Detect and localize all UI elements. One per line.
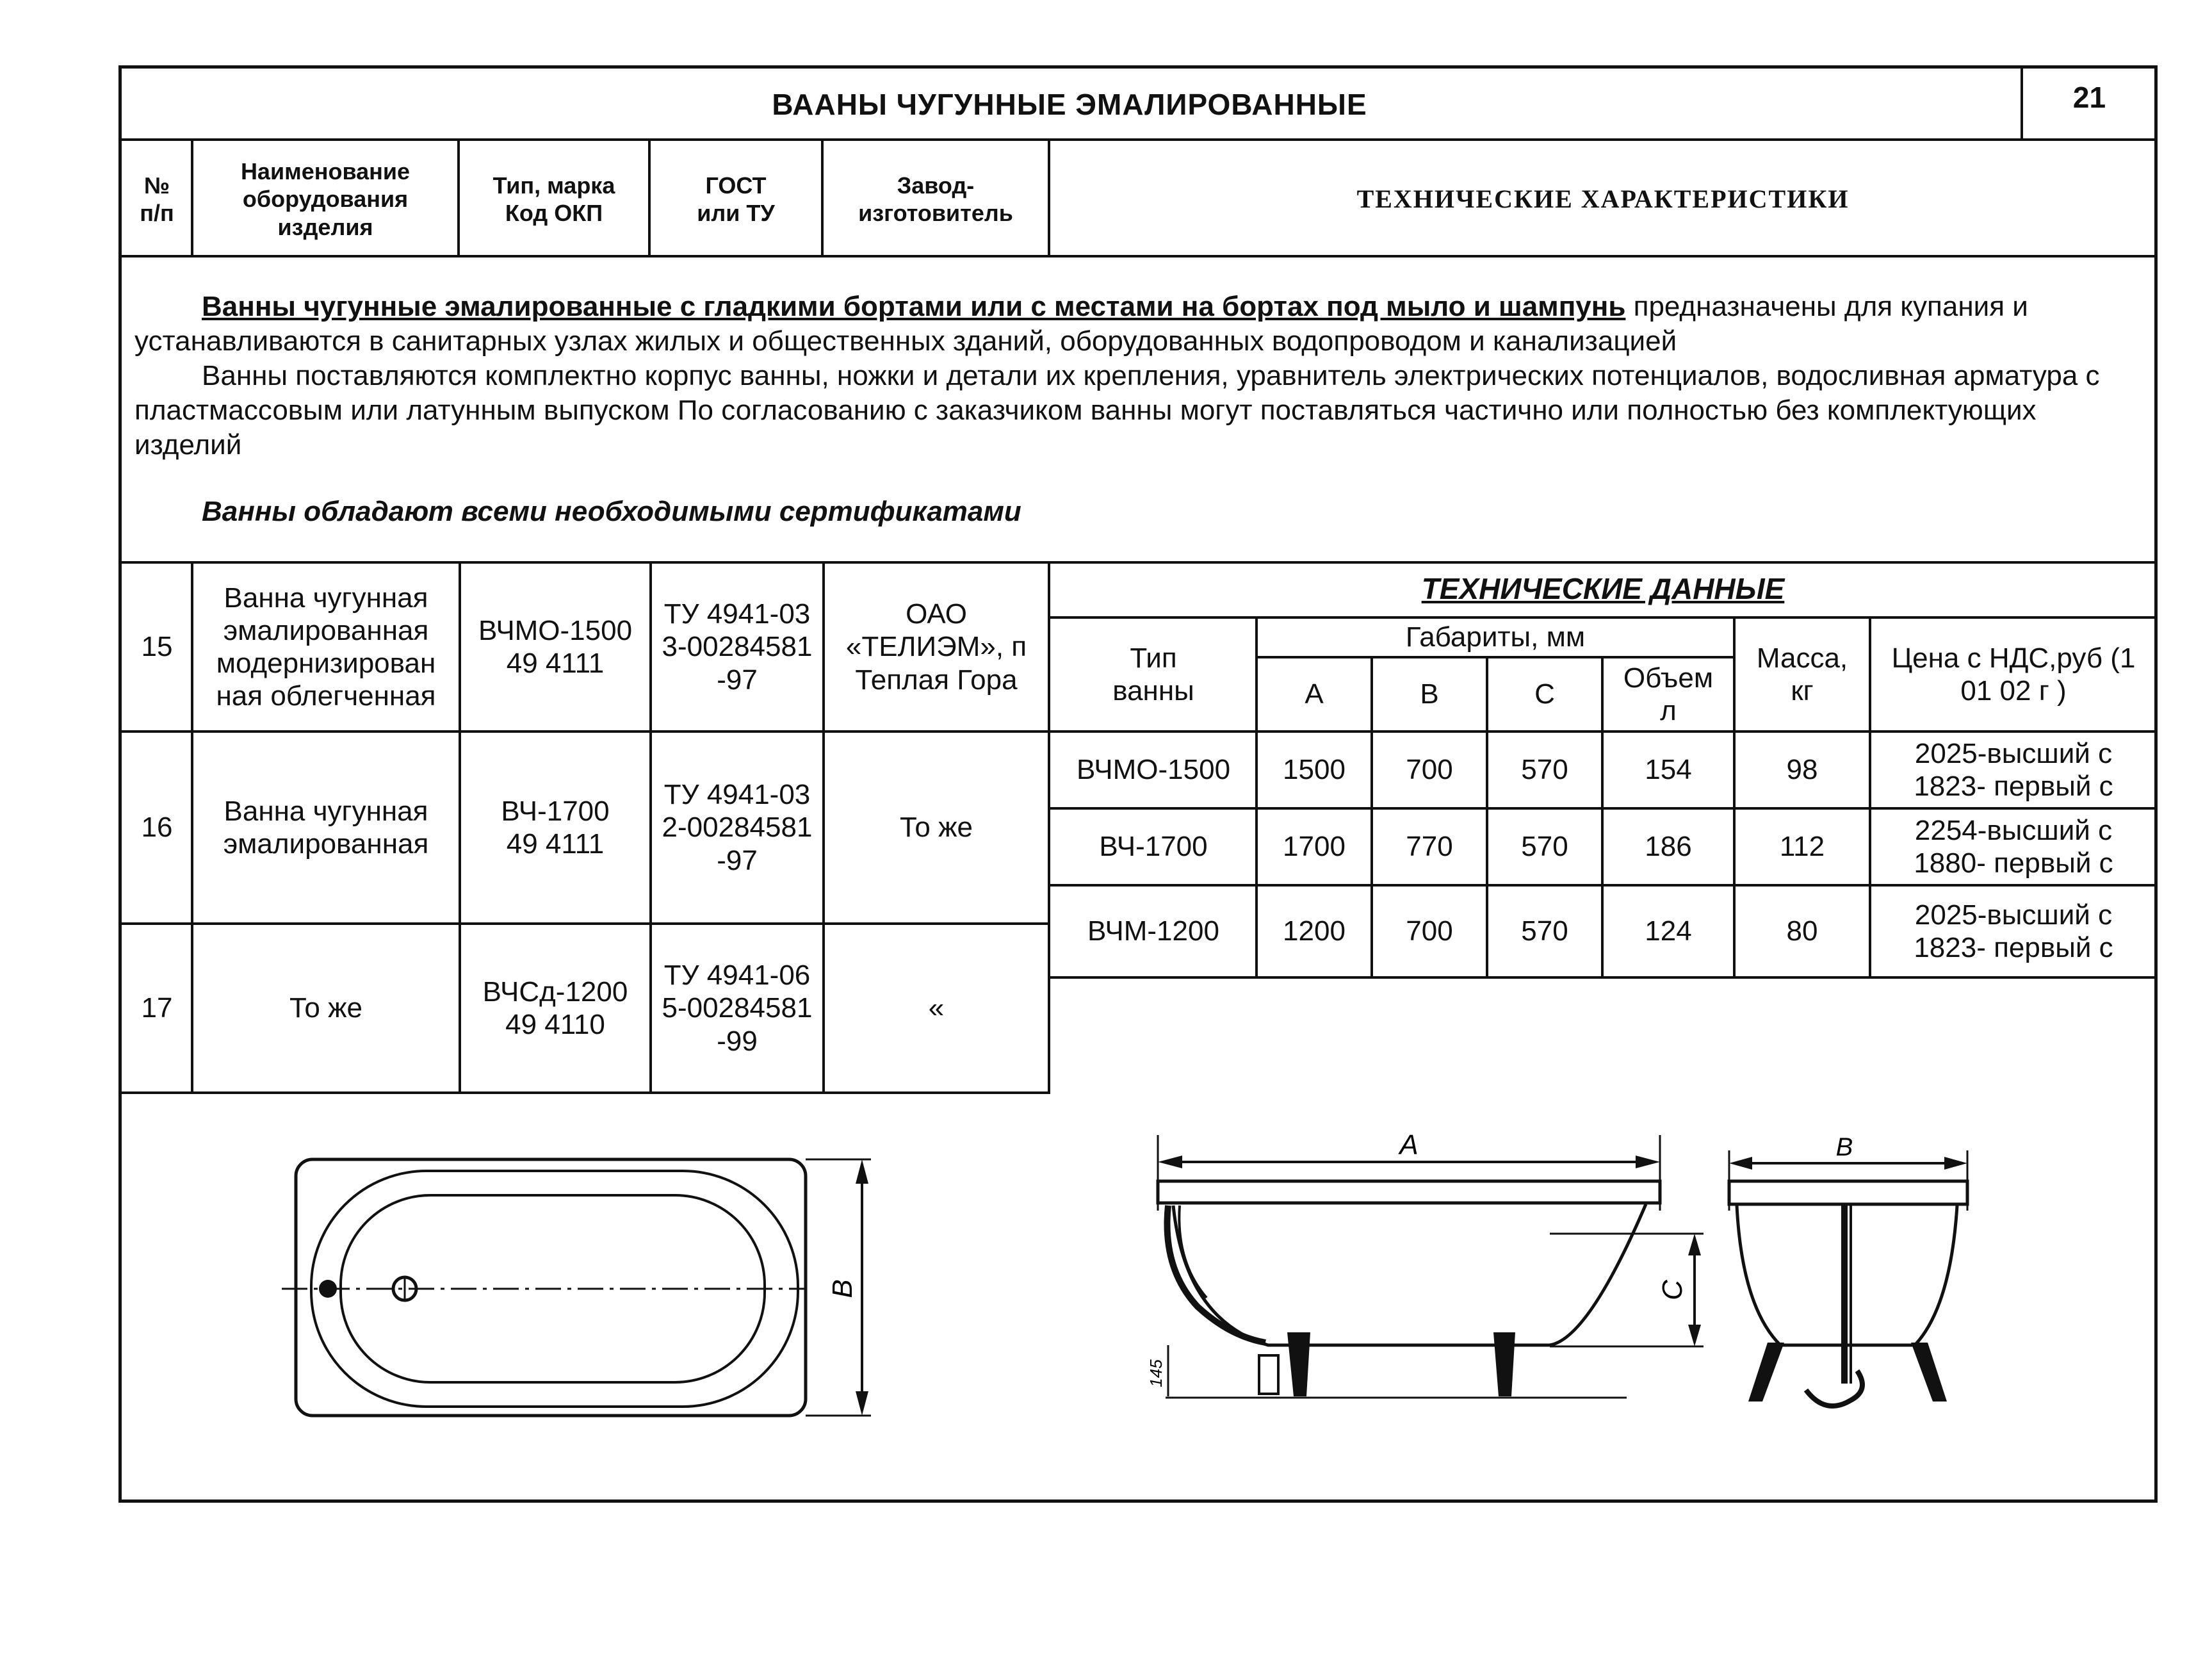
product-15-num: 15 (141, 631, 173, 663)
tech-row-price-high: 2025-высший с (1914, 737, 2113, 769)
tech-row-mass: 98 (1786, 754, 1818, 786)
tech-row-type: ВЧМ-1200 (1087, 915, 1219, 947)
product-17-name: То же (289, 992, 363, 1024)
product-16-maker: То же (899, 812, 973, 844)
tech-row-volume: 186 (1645, 831, 1692, 863)
dimension-label-b-end: B (1835, 1133, 1853, 1161)
tech-row-c: 570 (1521, 915, 1568, 947)
tech-header-volume: Объем л (1623, 662, 1714, 726)
tech-row-type: ВЧ-1700 (1099, 831, 1208, 863)
product-16-num: 16 (141, 812, 173, 844)
product-17-gost: ТУ 4941-065-00284581-99 (662, 960, 813, 1057)
description-block (134, 290, 2145, 529)
product-16-name: Ванна чугунная эмалированная (223, 795, 429, 860)
tech-row-price-first: 1823- первый с (1914, 771, 2113, 802)
product-17-num: 17 (141, 992, 173, 1024)
header-tech: ТЕХНИЧЕСКИЕ ХАРАКТЕРИСТИКИ (1356, 184, 1850, 213)
tech-row-price-first: 1823- первый с (1914, 932, 2113, 963)
tech-row-b: 700 (1406, 915, 1453, 947)
dimension-label-c: C (1657, 1280, 1688, 1300)
page-title: ВААНЫ ЧУГУННЫЕ ЭМАЛИРОВАННЫЕ (772, 88, 1367, 122)
product-15-gost: ТУ 4941-033-00284581-97 (662, 598, 813, 696)
tech-row-mass: 80 (1786, 915, 1818, 947)
tech-row-volume: 124 (1645, 915, 1692, 947)
tech-row-mass: 112 (1779, 831, 1825, 863)
product-17-maker: « (928, 992, 945, 1024)
tech-row-a: 1500 (1283, 754, 1346, 786)
bathtub-end-view-drawing (1723, 1115, 1979, 1435)
tech-row-type: ВЧМО-1500 (1076, 754, 1231, 786)
tech-row-c: 570 (1521, 754, 1568, 786)
product-15-type: ВЧМО-1500 49 4111 (478, 614, 633, 679)
tech-header-type: Тип ванны (1112, 642, 1194, 707)
page-number: 21 (2072, 81, 2106, 115)
tech-header-dims: Габариты, мм (1405, 621, 1586, 653)
tech-header-mass: Масса, кг (1756, 642, 1848, 707)
tech-row-a: 1200 (1283, 915, 1346, 947)
header-gost: ГОСТ или ТУ (697, 172, 775, 226)
description-heading: Ванны чугунные эмалированные с гладкими бортами или с местами на бортах под мыло и шампунь (202, 291, 1626, 322)
product-16-gost: ТУ 4941-032-00284581-97 (662, 779, 813, 876)
dimension-label-b-top: B (827, 1279, 858, 1298)
dimension-label-a: A (1399, 1129, 1419, 1161)
product-15-name: Ванна чугунная эмалированная модернизирован ная облегченная (216, 582, 436, 712)
description-text-2: Ванны поставляются комплектно корпус ванны, ножки и детали их крепления, уравнитель электрических потенциалов, водосливная арматура с пластмассовым или латунным выпуском По согласованию с заказчиком ванны могут поставляться частично или полностью без комплектующих изделий (134, 360, 2100, 461)
header-maker: Завод-изготовитель (858, 172, 1013, 226)
description-text-1: предназначены для купания и устанавливаются в санитарных узлах жилых и общественных зданий, оборудованных водопроводом и канализацией (134, 291, 2028, 357)
tech-row-a: 1700 (1283, 831, 1346, 863)
tech-row-c: 570 (1521, 831, 1568, 863)
tech-row-b: 700 (1406, 754, 1453, 786)
bathtub-top-view-drawing (282, 1134, 909, 1428)
tech-row-price (1871, 887, 2156, 976)
product-17-type: ВЧСд-1200 49 4110 (482, 976, 628, 1040)
tech-row-price-high: 2025-высший с (1914, 899, 2113, 931)
tech-header-c: С (1534, 678, 1555, 710)
product-16-type: ВЧ-1700 49 4111 (501, 795, 610, 860)
tech-header-price: Цена с НДС,руб (1 01 02 г ) (1891, 642, 2136, 707)
header-num: № п/п (140, 172, 174, 226)
tech-row-price-first: 1880- первый с (1914, 847, 2113, 879)
header-name: Наименование оборудования изделия (240, 158, 411, 240)
tech-row-volume: 154 (1645, 754, 1692, 786)
dimension-label-145: 145 (1146, 1359, 1166, 1387)
certificates-note: Ванны обладают всеми необходимыми сертификатами (202, 496, 1021, 527)
tech-row-price-high: 2254-высший с (1914, 814, 2113, 846)
tech-row-price (1871, 810, 2156, 884)
product-15-maker: ОАО «ТЕЛИЭМ», п Теплая Гора (845, 598, 1027, 696)
tech-header-b: В (1420, 678, 1439, 710)
tech-header-a: А (1305, 678, 1324, 710)
tech-row-b: 770 (1406, 831, 1453, 863)
tech-data-title: ТЕХНИЧЕСКИЕ ДАННЫЕ (1421, 572, 1785, 606)
tech-row-price (1871, 733, 2156, 807)
header-type: Тип, марка Код ОКП (492, 172, 615, 226)
bathtub-side-view-drawing (1140, 1115, 1716, 1435)
